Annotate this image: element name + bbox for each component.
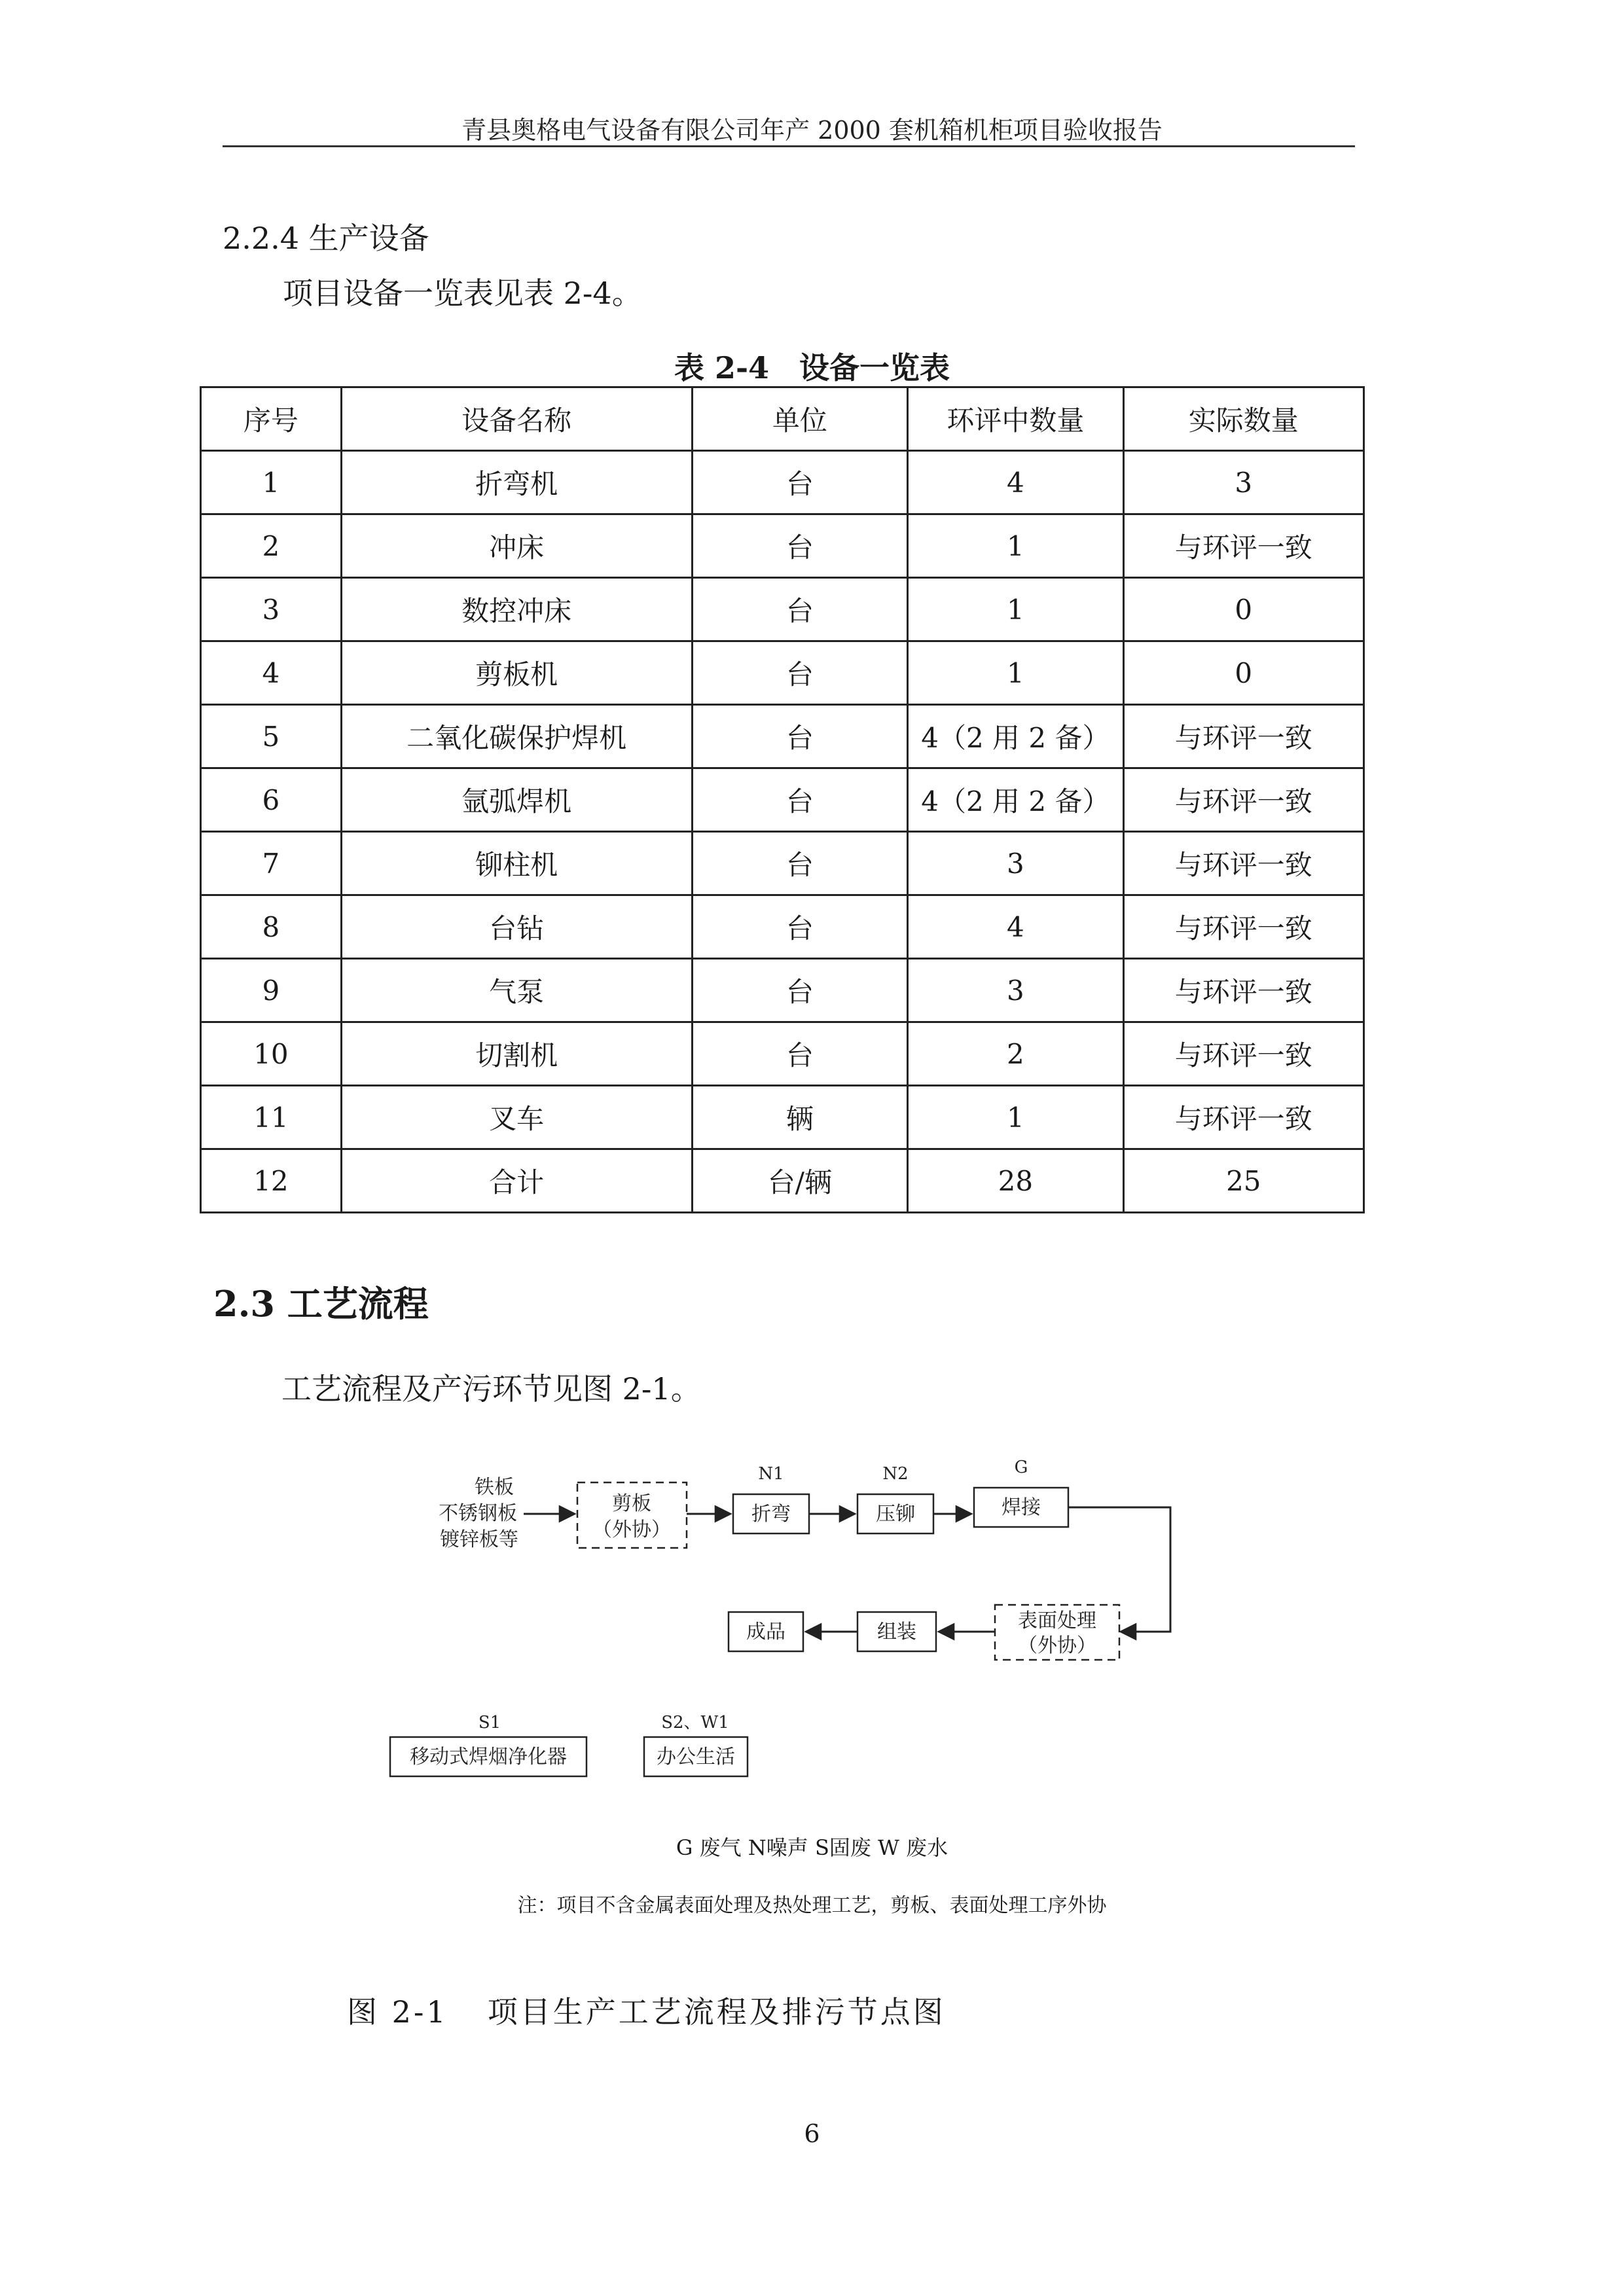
cell-seq: 11 xyxy=(201,1086,342,1149)
cell-eia-quantity: 3 xyxy=(908,832,1124,895)
cell-unit: 台 xyxy=(692,578,907,641)
table-row xyxy=(201,895,1364,959)
flow-input-line3: 镀锌板等 xyxy=(440,1528,518,1551)
table-row xyxy=(201,1086,1364,1149)
section-heading-2-2-4: 2.2.4 生产设备 xyxy=(223,221,429,256)
cell-equipment-name: 台钻 xyxy=(341,895,692,959)
cell-actual-quantity: 与环评一致 xyxy=(1123,959,1363,1022)
flow-input-line2: 不锈钢板 xyxy=(439,1502,517,1525)
flow-legend: G 废气 N噪声 S固废 W 废水 xyxy=(676,1835,948,1860)
cell-actual-quantity: 与环评一致 xyxy=(1123,895,1363,959)
process-intro-paragraph: 工艺流程及产污环节见图 2-1。 xyxy=(281,1371,701,1407)
cell-equipment-name: 氩弧焊机 xyxy=(341,768,692,832)
cell-eia-quantity: 28 xyxy=(908,1149,1124,1213)
page-number: 6 xyxy=(804,2119,820,2148)
figure-label: 图 2-1 xyxy=(347,1994,448,2030)
flow-office-tag: S2、W1 xyxy=(661,1713,729,1732)
flow-weld-label: 焊接 xyxy=(1001,1496,1041,1519)
cell-equipment-name: 二氧化碳保护焊机 xyxy=(341,705,692,768)
header-divider xyxy=(223,145,1355,147)
flow-bend-tag: N1 xyxy=(758,1464,784,1484)
cell-actual-quantity: 与环评一致 xyxy=(1123,1022,1363,1086)
cell-actual-quantity: 与环评一致 xyxy=(1123,832,1363,895)
flow-bend-label: 折弯 xyxy=(751,1503,791,1526)
equipment-intro-paragraph: 项目设备一览表见表 2-4。 xyxy=(283,276,642,311)
section-heading-2-3: 2.3 工艺流程 xyxy=(213,1283,429,1325)
header-equipment-name: 设备名称 xyxy=(341,387,692,451)
cell-seq: 6 xyxy=(201,768,342,832)
cell-seq: 7 xyxy=(201,832,342,895)
cell-seq: 12 xyxy=(201,1149,342,1213)
table-row xyxy=(201,514,1364,578)
cell-seq: 8 xyxy=(201,895,342,959)
cell-equipment-name: 折弯机 xyxy=(341,451,692,514)
cell-seq: 9 xyxy=(201,959,342,1022)
header-seq: 序号 xyxy=(201,387,342,451)
cell-unit: 台 xyxy=(692,1022,907,1086)
cell-seq: 3 xyxy=(201,578,342,641)
header-actual-quantity: 实际数量 xyxy=(1123,387,1363,451)
cell-unit: 台 xyxy=(692,514,907,578)
cell-eia-quantity: 3 xyxy=(908,959,1124,1022)
figure-caption xyxy=(347,1988,946,2032)
cell-eia-quantity: 4（2 用 2 备） xyxy=(908,768,1124,832)
cell-actual-quantity: 3 xyxy=(1123,451,1363,514)
table-row xyxy=(201,705,1364,768)
cell-unit: 台 xyxy=(692,959,907,1022)
cell-eia-quantity: 1 xyxy=(908,641,1124,705)
table-row xyxy=(201,641,1364,705)
cell-unit: 台/辆 xyxy=(692,1149,907,1213)
cell-equipment-name: 数控冲床 xyxy=(341,578,692,641)
cell-eia-quantity: 4 xyxy=(908,451,1124,514)
cell-unit: 台 xyxy=(692,641,907,705)
cell-unit: 台 xyxy=(692,451,907,514)
header-eia-quantity: 环评中数量 xyxy=(908,387,1124,451)
flow-rivet-tag: N2 xyxy=(882,1464,909,1484)
table-row xyxy=(201,1022,1364,1086)
table-row xyxy=(201,1149,1364,1213)
cell-seq: 4 xyxy=(201,641,342,705)
cell-unit: 台 xyxy=(692,768,907,832)
table-row xyxy=(201,578,1364,641)
flow-shear-line1: 剪板 xyxy=(612,1492,651,1515)
equipment-table xyxy=(200,386,1365,1213)
table-header-row xyxy=(201,387,1364,451)
cell-equipment-name: 气泵 xyxy=(341,959,692,1022)
table-row xyxy=(201,959,1364,1022)
cell-equipment-name: 铆柱机 xyxy=(341,832,692,895)
flow-surface-line2: （外协） xyxy=(1018,1634,1096,1657)
cell-equipment-name: 冲床 xyxy=(341,514,692,578)
flow-assemble-label: 组装 xyxy=(877,1621,916,1643)
cell-eia-quantity: 4 xyxy=(908,895,1124,959)
header-unit: 单位 xyxy=(692,387,907,451)
figure-title: 项目生产工艺流程及排污节点图 xyxy=(487,1994,946,2030)
cell-eia-quantity: 1 xyxy=(908,514,1124,578)
flow-office-label: 办公生活 xyxy=(657,1746,735,1768)
flow-input-line1: 铁板 xyxy=(475,1476,514,1499)
cell-actual-quantity: 与环评一致 xyxy=(1123,705,1363,768)
cell-eia-quantity: 2 xyxy=(908,1022,1124,1086)
flow-rivet-label: 压铆 xyxy=(876,1503,915,1526)
cell-equipment-name: 合计 xyxy=(341,1149,692,1213)
cell-actual-quantity: 与环评一致 xyxy=(1123,514,1363,578)
cell-eia-quantity: 1 xyxy=(908,578,1124,641)
cell-unit: 台 xyxy=(692,705,907,768)
flow-surface-line1: 表面处理 xyxy=(1018,1609,1096,1632)
cell-eia-quantity: 4（2 用 2 备） xyxy=(908,705,1124,768)
cell-seq: 1 xyxy=(201,451,342,514)
cell-actual-quantity: 0 xyxy=(1123,578,1363,641)
cell-unit: 台 xyxy=(692,895,907,959)
cell-seq: 5 xyxy=(201,705,342,768)
table-row xyxy=(201,768,1364,832)
flow-product-label: 成品 xyxy=(746,1621,785,1643)
table-caption: 表 2-4 设备一览表 xyxy=(674,350,950,386)
flow-shear-line2: （外协） xyxy=(592,1518,671,1541)
cell-eia-quantity: 1 xyxy=(908,1086,1124,1149)
process-flow-diagram xyxy=(367,1453,1283,1780)
cell-actual-quantity: 与环评一致 xyxy=(1123,768,1363,832)
cell-actual-quantity: 0 xyxy=(1123,641,1363,705)
cell-equipment-name: 叉车 xyxy=(341,1086,692,1149)
cell-unit: 辆 xyxy=(692,1086,907,1149)
table-row xyxy=(201,451,1364,514)
flow-purifier-tag: S1 xyxy=(478,1713,501,1732)
cell-actual-quantity: 与环评一致 xyxy=(1123,1086,1363,1149)
flow-note: 注：项目不含金属表面处理及热处理工艺，剪板、表面处理工序外协 xyxy=(517,1894,1107,1917)
cell-seq: 2 xyxy=(201,514,342,578)
cell-actual-quantity: 25 xyxy=(1123,1149,1363,1213)
page-header-title: 青县奥格电气设备有限公司年产 2000 套机箱机柜项目验收报告 xyxy=(461,116,1163,145)
cell-unit: 台 xyxy=(692,832,907,895)
table-row xyxy=(201,832,1364,895)
cell-equipment-name: 剪板机 xyxy=(341,641,692,705)
flow-weld-tag: G xyxy=(1014,1458,1028,1477)
cell-seq: 10 xyxy=(201,1022,342,1086)
cell-equipment-name: 切割机 xyxy=(341,1022,692,1086)
flow-purifier-label: 移动式焊烟净化器 xyxy=(410,1746,567,1768)
